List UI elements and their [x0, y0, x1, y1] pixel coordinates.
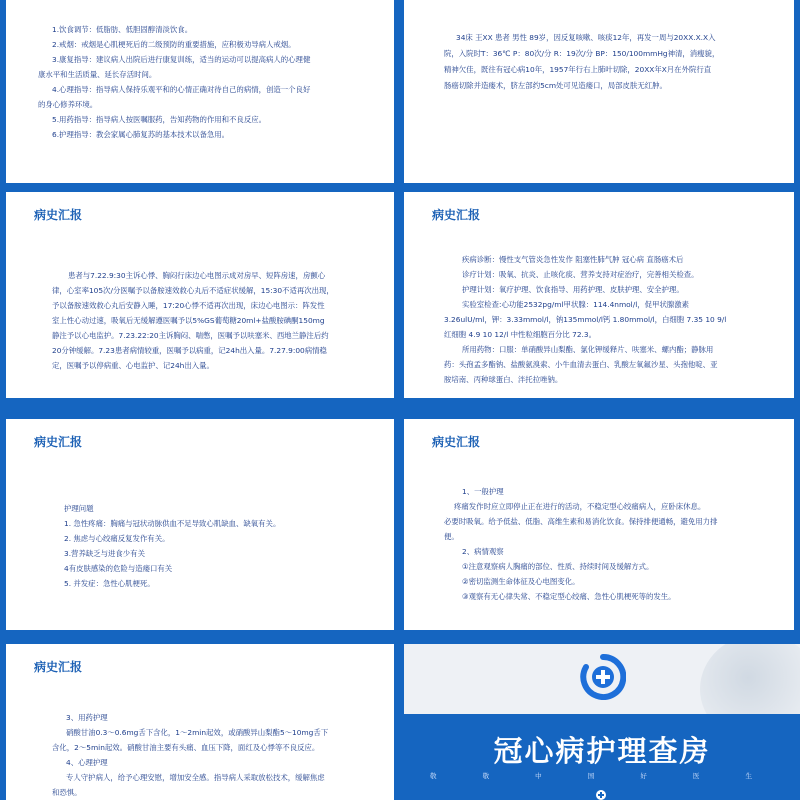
text-line: 和恐惧。	[52, 788, 82, 797]
slide-body	[64, 501, 384, 591]
text-line: 1.饮食调节：低脂肪、低胆固醇清淡饮食。	[52, 25, 193, 34]
text-line: 静注予以心电监护。7.23.22:20主诉胸闷、喘憋，医嘱予以呋塞米、西地兰静注后约	[52, 331, 329, 340]
text-line: 6.护理指导：教会家属心肺复苏的基本技术以备急用。	[52, 130, 230, 139]
slide-title: 病史汇报	[432, 208, 481, 222]
slide-nursing-care	[404, 419, 794, 630]
text-line: 所用药物：口服：单硝酸异山梨酯、氯化钾缓释片、呋塞米、螺内酯；静脉用	[462, 345, 714, 354]
text-line: 5. 并发症：急性心肌梗死。	[64, 579, 155, 588]
text-line: 护理计划：氧疗护理、饮食指导、用药护理、皮肤护理、安全护理。	[462, 285, 684, 294]
text-line: 硝酸甘油0.3～0.6mg舌下含化，1～2min起效，或硝酸异山梨酯5～10mg舌下	[66, 728, 329, 737]
text-line: 康水平和生活质量、延长存活时间。	[38, 70, 157, 79]
text-line: 胺培南、丙种球蛋白、泮托拉唑钠。	[444, 375, 563, 384]
text-line: 专人守护病人，给予心理安慰，增加安全感。指导病人采取放松技术，缓解焦虑	[66, 773, 325, 782]
slide-title: 病史汇报	[34, 435, 83, 449]
text-line: 4有皮肤感染的危险与造瘘口有关	[64, 564, 173, 573]
slide-title: 病史汇报	[34, 660, 83, 674]
text-line: 肠癌切除并造瘘术，脐左部约5cm处可见造瘘口，局部皮肤无红肿。	[444, 81, 667, 90]
text-line: 34床 王XX 患者 男性 89岁，因反复咳嗽、咳痰12年，再发一周与20XX.X.X入	[456, 33, 716, 42]
text-line: 红细胞 4.9 10 12/l 中性粒细胞百分比 72.3。	[444, 330, 596, 339]
cover-slide	[404, 644, 800, 800]
text-line: ②密切监测生命体征及心电图变化。	[462, 577, 580, 586]
text-line: ①注意观察病人胸痛的部位、性质、持续时间及缓解方式。	[462, 562, 654, 571]
text-line: 诊疗计划：吸氧、抗炎、止咳化痰、营养支持对症治疗，完善相关检查。	[462, 270, 699, 279]
text-line: 室上性心动过速，吸氧后无缓解遵医嘱予以5%GS葡萄糖20ml+盐酸胺碘酮150mg	[52, 316, 325, 325]
text-line: 3.康复指导：建议病人出院后进行康复训练，适当的运动可以提高病人的心理健	[52, 55, 311, 64]
text-line: 2. 焦虑与心绞痛反复发作有关。	[64, 534, 170, 543]
medical-cross-icon	[580, 654, 626, 700]
text-line: 3.营养缺乏与进食少有关	[64, 549, 145, 558]
text-line: 3、用药护理	[66, 713, 108, 722]
slide-patient-info	[404, 0, 794, 183]
text-line: 患者与7.22.9:30主诉心悸、胸闷行床边心电图示成对房早、短阵房速，房颤心	[68, 271, 326, 280]
slide-body	[38, 22, 392, 142]
slide-medication-care	[6, 644, 394, 800]
text-line: 5.用药指导：指导病人按医嘱服药，告知药物的作用和不良反应。	[52, 115, 266, 124]
slide-history-timeline	[6, 192, 394, 398]
cover-title: 冠心病护理查房	[493, 734, 711, 768]
slide-health-guidance	[6, 0, 394, 183]
slide-title: 病史汇报	[432, 435, 481, 449]
slide-body	[52, 710, 392, 800]
text-line: 院，入院时T：36℃ P：80次/分 R：19次/分 BP：150/100mmHg神清，消瘦貌，	[444, 49, 720, 58]
text-line: ③观察有无心律失常、不稳定型心绞痛、急性心肌梗死等的发生。	[462, 592, 676, 601]
text-line: 便。	[444, 532, 459, 541]
small-cross-icon	[596, 790, 606, 800]
cover-subtitle: 敬 敬 中 国 好 医 生	[430, 772, 774, 780]
slide-nursing-problems	[6, 419, 394, 630]
text-line: 4.心理指导：指导病人保持乐观平和的心情正确对待自己的病情，创造一个良好	[52, 85, 311, 94]
slide-body	[52, 268, 392, 373]
text-line: 2.戒烟：戒烟是心肌梗死后的二级预防的重要措施，应积极劝导病人戒烟。	[52, 40, 296, 49]
text-line: 4、心理护理	[66, 758, 108, 767]
slide-body	[444, 252, 789, 387]
text-line: 实验室检查:心功能2532pg/ml甲状腺：114.4nmol/l，促甲状腺激素	[462, 300, 690, 309]
text-line: 20分钟缓解。7.23患者病情较重，医嘱予以病重，记24h出入量。7.27.9:00病情稳	[52, 346, 327, 355]
text-line: 疼痛发作时应立即停止正在进行的活动，不稳定型心绞痛病人，应卧床休息。	[454, 502, 706, 511]
text-line: 1. 急性疼痛：胸痛与冠状动脉供血不足导致心肌缺血、缺氧有关。	[64, 519, 281, 528]
text-line: 必要时吸氧。给予低盐、低脂、高维生素和易消化饮食。保持排便通畅，避免用力排	[444, 517, 718, 526]
text-line: 药：头孢孟多酯钠、盐酸氨溴索、小牛血清去蛋白、乳酸左氧氟沙星、头孢他啶、亚	[444, 360, 718, 369]
text-line: 3.26ulU/ml，钾：3.33mmol/l，钠135mmol/l钙 1.80mmol/l，白细胞 7.35 10 9/l	[444, 315, 727, 324]
text-line: 2、病情观察	[462, 547, 504, 556]
slide-body	[444, 484, 789, 604]
text-line: 律，心室率105次/分医嘱予以备胺速效救心丸后不适症状缓解，15:30不适再次出现，	[52, 286, 334, 295]
text-line: 含化，2～5min起效。硝酸甘油主要有头痛、血压下降，面红及心悸等不良反应。	[52, 743, 320, 752]
text-line: 的身心修养环境。	[38, 100, 98, 109]
text-line: 1、一般护理	[462, 487, 504, 496]
text-line: 疾病诊断：慢性支气管炎急性发作 阻塞性肺气肿 冠心病 直肠癌术后	[462, 255, 684, 264]
text-line: 精神欠佳，既往有冠心病10年，1957年行右上肺叶切除，20XX年X月在外院行直	[444, 65, 712, 74]
slide-diagnosis	[404, 192, 794, 398]
text-line: 予以备胺速效救心丸后安静入睡，17:20心悸不适再次出现，床边心电图示：阵发性	[52, 301, 325, 310]
text-line: 定，医嘱予以停病重、心电监护、记24h出入量。	[52, 361, 214, 370]
slide-body	[444, 30, 784, 94]
slide-title: 病史汇报	[34, 208, 83, 222]
text-line: 护理问题	[64, 504, 94, 513]
